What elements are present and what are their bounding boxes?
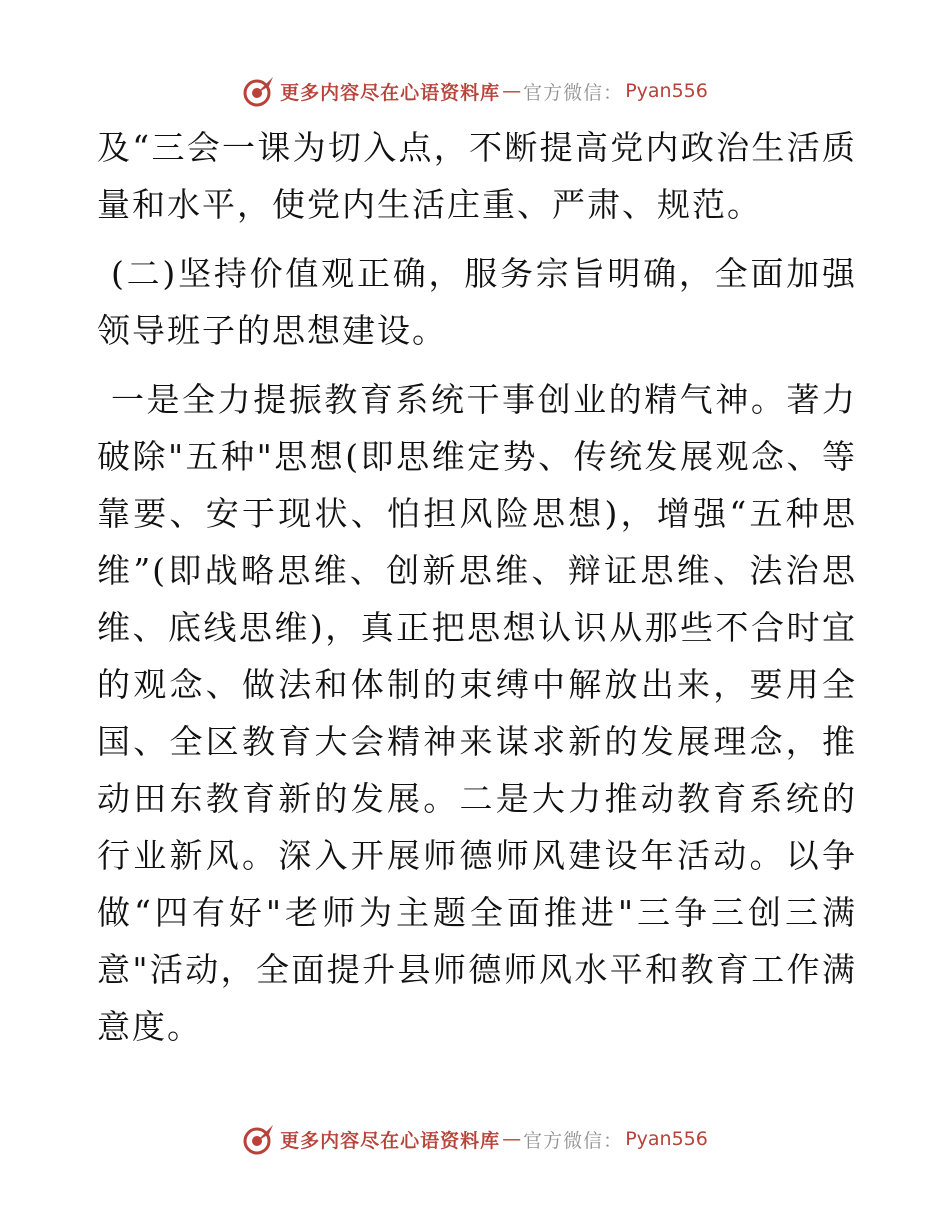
paragraph-section-heading: (二)坚持价值观正确，服务宗旨明确，全面加强领导班子的思想建设。 [97, 254, 857, 350]
header-wechat-id: Pyan556 [625, 80, 708, 102]
document-body [97, 119, 857, 1055]
paragraph-continuation: 及“三会一课为切入点，不断提高党内政治生活质量和水平，使党内生活庄重、严肃、规范。 [97, 128, 857, 224]
quill-logo-icon [242, 74, 276, 108]
header-promo-text: 更多内容尽在心语资料库 [280, 81, 501, 104]
header-banner [0, 71, 950, 111]
footer-banner [0, 1119, 950, 1159]
footer-contact-label: 官方微信： [523, 1129, 624, 1152]
header-contact-label: 官方微信： [523, 81, 624, 104]
footer-promo-text: 更多内容尽在心语资料库 [280, 1129, 501, 1152]
header-dash: — [502, 80, 522, 102]
footer-dash: — [502, 1128, 522, 1150]
paragraph-body: 一是全力提振教育系统干事创业的精气神。著力破除"五种"思想(即思维定势、传统发展观念、等靠要、安于现状、怕担风险思想)，增强“五种思维”(即战略思维、创新思维、辩证思维、法治思维、底线思维)，真正把思想认识从那些不合时宜的观念、做法和体制的束缚中解放出来，要用全国、全区教育大会精神来谋求新的发展理念，推动田东教育新的发展。二是大力推动教育系统的行业新风。深入开展师德师风建设年活动。以争做“四有好"老师为主题全面推进"三争三创三满意"活动，全面提升县师德师风水平和教育工作满意度。 [97, 380, 857, 1046]
footer-wechat-id: Pyan556 [625, 1128, 708, 1150]
quill-logo-icon [242, 1122, 276, 1156]
